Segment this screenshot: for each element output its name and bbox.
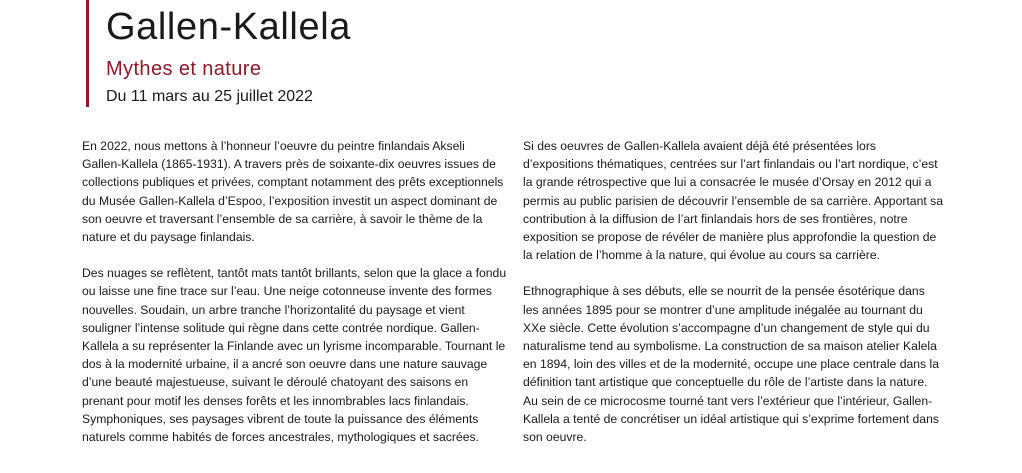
text-column-right	[523, 137, 943, 464]
paragraph: Si des oeuvres de Gallen-Kallela avaient déjà été présentées lors d’expositions thématiques, centrées sur l’art finlandais ou l’art nordique, c’est la grande rétrospective que lui a consacrée le musée d’Orsay en 2012 qui a permis au public parisien de découvrir l’ensemble de sa carrière. Apportant sa contribution à la diffusion de l’art finlandais hors de ses frontières, notre exposition se propose de révéler de manière plus approfondie la question de la relation de l’homme à la nature, qui évolue au cours sa carrière.	[523, 139, 944, 263]
exhibition-header	[86, 0, 686, 107]
exhibition-dates: Du 11 mars au 25 juillet 2022	[106, 88, 313, 105]
page-subtitle: Mythes et nature	[106, 58, 262, 80]
page-title: Gallen-Kallela	[106, 6, 351, 48]
paragraph: Des nuages se reflètent, tantôt mats tantôt brillants, selon que la glace a fondu ou laisse une fine trace sur l’eau. Une neige cotonneuse invente des formes nouvelles. Soudain, un arbre tranche l’horizontalité du paysage et vient souligner l’intense solitude qui règne dans cette contrée nordique. Gallen-Kallela a su représenter la Finlande avec un lyrisme incomparable. Tournant le dos à la modernité urbaine, il a ancré son oeuvre dans une nature sauvage d’une beauté majestueuse, suivant le déroulé chatoyant des saisons en prenant pour motif les denses forêts et les innombrables lacs finlandais. Symphoniques, ses paysages vibrent de toute la puissance des éléments naturels comme habités de forces ancestrales, mythologiques et sacrées.	[82, 266, 507, 445]
text-column-left	[82, 137, 507, 464]
paragraph: Ethnographique à ses débuts, elle se nourrit de la pensée ésotérique dans les années 1895 pour se montrer d’une amplitude inégalée au tournant du XXe siècle. Cette évolution s’accompagne d’un changement de style qui du naturalisme tend au symbolisme. La construction de sa maison atelier Kalela en 1894, loin des villes et de la modernité, occupe une place centrale dans la définition tant artistique que conceptuelle du rôle de l’artiste dans la nature. Au sein de ce microcosme tourné tant vers l’extérieur que l’intérieur, Gallen-Kallela a tenté de concrétiser un idéal artistique qui s’exprime fortement dans son oeuvre.	[523, 284, 939, 445]
paragraph: En 2022, nous mettons à l’honneur l’oeuvre du peintre finlandais Akseli Gallen-Kallela (1865-1931). A travers près de soixante-dix oeuvres issues de collections publiques et privées, comptant notamment des prêts exceptionnels du Musée Gallen-Kallela d’Espoo, l’exposition investit un aspect dominant de son oeuvre et traversant l’ensemble de sa carrière, à savoir le thème de la nature et du paysage finlandais.	[82, 139, 504, 245]
